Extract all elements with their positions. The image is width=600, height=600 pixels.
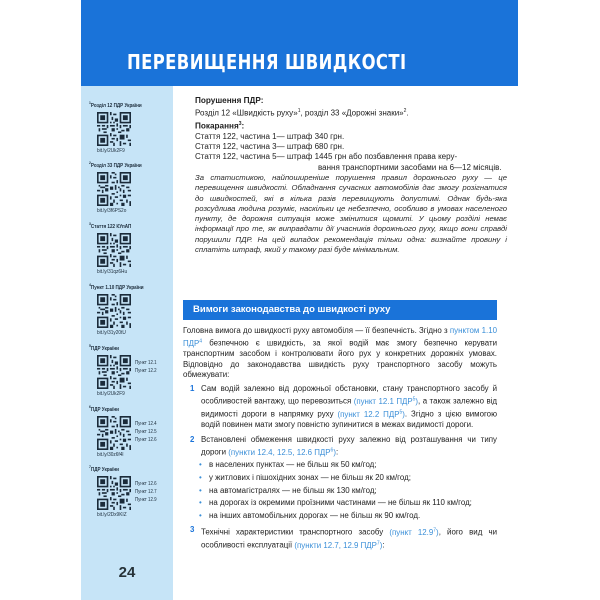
qr-code-icon[interactable]	[97, 355, 131, 389]
qr-short-link[interactable]: bit.ly/31qz6Hu	[97, 268, 128, 275]
qr-caption: $^2$Розділ 33 ПДР України	[89, 160, 142, 169]
bullet-item: • в населених пунктах — не більш як 50 км/год;	[199, 460, 377, 470]
bullet-item: • на дорогах із окремими проїзними частинами — не більш як 110 км/год;	[199, 498, 472, 508]
qr-code-icon[interactable]	[97, 172, 131, 206]
qr-point-label: Пункт 12.6	[135, 480, 157, 487]
qr-point-label: Пункт 12.6	[135, 436, 157, 443]
qr-caption: $^3$Стаття 122 КУпАП	[89, 221, 132, 230]
bullet-item: • на автомагістралях — не більш як 130 км/год;	[199, 485, 377, 495]
qr-short-link[interactable]: bit.ly/2Dx9KIZ	[97, 511, 127, 518]
pdr-reference-link[interactable]: (пункт 12.1 ПДР$^5$)	[353, 396, 419, 407]
qr-caption: $^5$ПДР України	[89, 343, 119, 352]
chapter-header	[81, 0, 518, 86]
pdr-reference-link[interactable]: (пункти 12.7, 12.9 ПДР$^7$)	[294, 540, 383, 550]
requirements-list	[183, 384, 497, 551]
qr-caption: $^6$ПДР України	[89, 404, 119, 413]
qr-short-link[interactable]: bit.ly/2Uk2F9	[97, 147, 125, 154]
qr-code-icon[interactable]	[97, 416, 131, 450]
list-item: 1 Сам водій залежно від дорожньої обстановки, стану транспортного засобу й особливостей вантажу, що перевозиться (пункт 12.1 ПДР$^5$), а також залежно від видимості дороги в напрямку руху (пункт 12.2 ПДР$^5$). Згідно з цією вимогою водій повинен мати змогу повністю зупинитися в межах видимості дороги.	[190, 384, 498, 430]
intro-paragraph: За статистикою, найпоширеніше порушення правил дорожнього руху — це перевищення швидкості. Обладнання сучасних автомобілів дає змогу розігнатися до швидкостей, які в кілька разів перевищують допустимі. Однак будь-яка розсудлива людина розуміє, наскільки це небезпечно, особливо в умовах населеного пункту, де дорожня ситуація може змінитися щомиті. У цьому розділі немає інформації про те, як виправдати дії учасників дорожнього руху, якщо вони справді порушили ПДР. На цей випадок рекомендація тільки одна: визнайте провину і сплатіть штраф, який у такому разі буде мінімальним.	[195, 173, 507, 255]
speed-limits-list	[183, 459, 497, 522]
qr-reference	[89, 343, 173, 397]
penalty-heading: Покарання$^3$:	[195, 121, 245, 131]
qr-point-label: Пункт 12.2	[135, 367, 157, 374]
qr-reference	[89, 404, 173, 458]
bullet-item: • на інших автомобільних дорогах — не більш як 90 км/год.	[199, 510, 421, 520]
violations-summary	[195, 96, 510, 173]
violations-text: Розділ 12 «Швидкість руху»$^1$, розділ 33 «Дорожні знаки»$^2$.	[195, 108, 409, 118]
section-heading-bar	[183, 300, 497, 320]
penalty-continuation: вання транспортними засобами на 6—12 місяців.	[318, 162, 502, 172]
chapter-title: ПЕРЕВИЩЕННЯ ШВИДКОСТІ	[127, 50, 407, 74]
qr-short-link[interactable]: bit.ly/2Uk2F9	[97, 390, 125, 397]
qr-short-link[interactable]: bit.ly/30z6f4l	[97, 451, 124, 458]
bullet-item: • у житлових і пішохідних зонах — не більш як 20 км/год;	[199, 472, 411, 482]
page-number: 24	[118, 564, 136, 581]
qr-caption: $^7$ПДР України	[89, 464, 119, 473]
book-page	[81, 0, 518, 600]
violations-heading: Порушення ПДР:	[195, 96, 264, 105]
qr-reference	[89, 160, 173, 214]
qr-caption: $^1$Розділ 12 ПДР України	[89, 100, 142, 109]
qr-point-label: Пункт 12.5	[135, 428, 157, 435]
qr-reference	[89, 282, 173, 336]
pdr-reference-link[interactable]: (пункт 12.9$^7$)	[389, 527, 439, 537]
list-item: 3 Технічні характеристики транспортного засобу (пункт 12.9$^7$), його вид чи особливості експлуатації (пункти 12.7, 12.9 ПДР$^7$):	[190, 525, 497, 550]
qr-caption: $^4$Пункт 1.10 ПДР України	[89, 282, 144, 291]
qr-code-icon[interactable]	[97, 294, 131, 328]
list-item: 2 Встановлені обмеження швидкості руху залежно від розташування чи типу дороги (пункти 12.4, 12.5, 12.6 ПДР$^6$):	[190, 434, 497, 457]
qr-short-link[interactable]: bit.ly/3f6PS2o	[97, 207, 127, 214]
pdr-reference-link[interactable]: (пункти 12.4, 12.5, 12.6 ПДР$^6$)	[228, 447, 336, 457]
section-heading: Вимоги законодавства до швидкості руху	[193, 304, 391, 315]
qr-sidebar	[81, 86, 173, 600]
penalty-row: Стаття 122, частина 3 — штраф 680 грн.	[195, 142, 345, 152]
qr-reference	[89, 221, 173, 275]
qr-point-label: Пункт 12.1	[135, 359, 157, 366]
qr-code-icon[interactable]	[97, 476, 131, 510]
qr-reference	[89, 100, 173, 154]
qr-code-icon[interactable]	[97, 112, 131, 146]
qr-code-icon[interactable]	[97, 233, 131, 267]
section-paragraph: Головна вимога до швидкості руху автомобіля — її безпечність. Згідно з пунктом 1.10 ПДР$^4$ безпечною є швидкість, за якої водій має змогу безпечно керувати транспортним засобом і контролювати його рух у конкретних дорожніх умовах. Відповідно до законодавства швидкість руху транспортного засобу можуть обмежувати:	[183, 326, 497, 380]
pdr-reference-link[interactable]: пунктом 1.10 ПДР$^4$	[183, 326, 497, 349]
qr-reference	[89, 464, 173, 518]
penalty-row: Стаття 122, частина 5 — штраф 1445 грн або позбавлення права керу-	[195, 152, 458, 162]
penalty-row: Стаття 122, частина 1 — штраф 340 грн.	[195, 132, 345, 141]
qr-point-label: Пункт 12.4	[135, 420, 157, 427]
pdr-reference-link[interactable]: (пункт 12.2 ПДР$^5$)	[337, 409, 405, 420]
qr-short-link[interactable]: bit.ly/31y20tU	[97, 329, 126, 336]
qr-point-label: Пункт 12.7	[135, 488, 157, 495]
qr-point-label: Пункт 12.9	[135, 496, 157, 503]
